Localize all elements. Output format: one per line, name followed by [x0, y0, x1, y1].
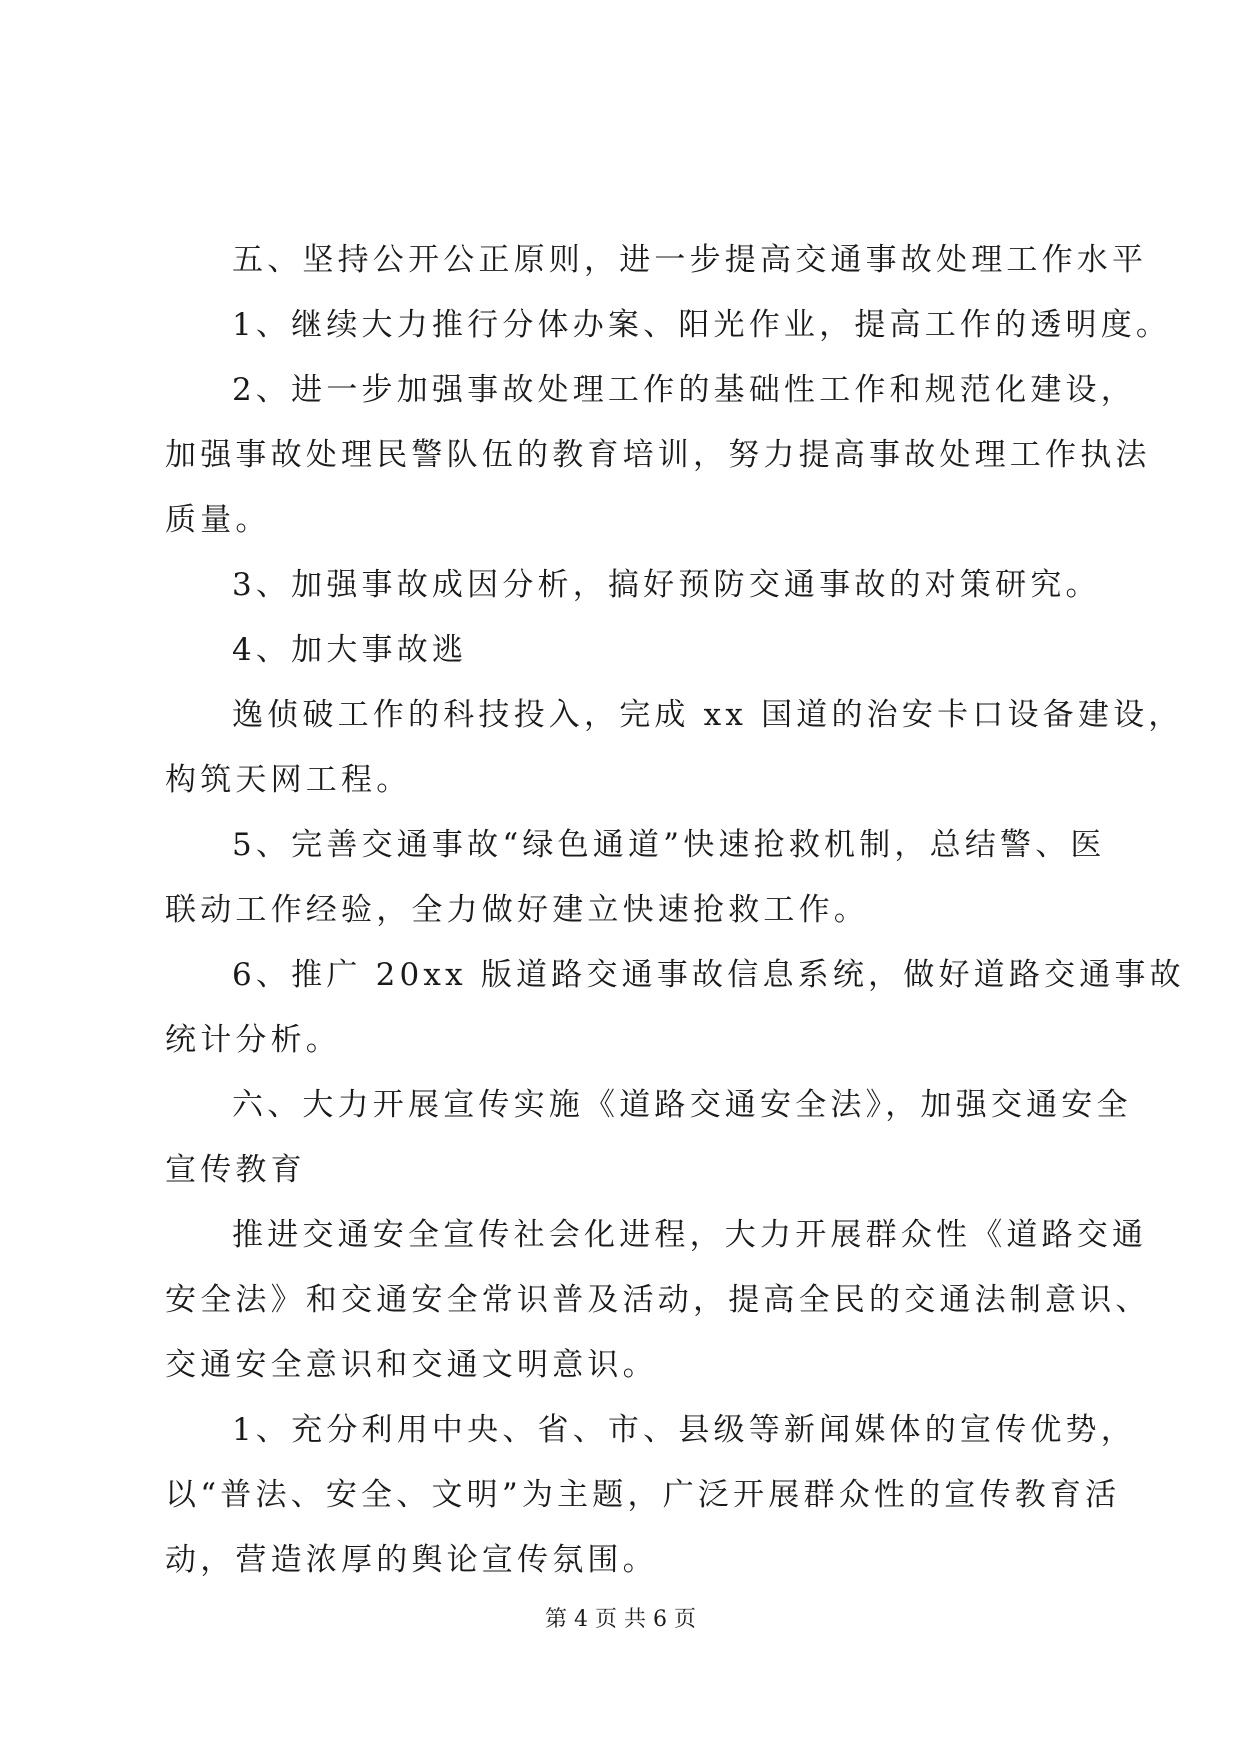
- section-heading-6: 六、大力开展宣传实施《道路交通安全法》，加强交通安全: [232, 1087, 1132, 1123]
- paragraph-line: 2、进一步加强事故处理工作的基础性工作和规范化建设，: [232, 372, 1136, 408]
- paragraph-line: 联动工作经验，全力做好建立快速抢救工作。: [165, 892, 869, 928]
- paragraph-line: 1、继续大力推行分体办案、阳光作业，提高工作的透明度。: [232, 307, 1172, 343]
- paragraph-line: 5、完善交通事故“绿色通道”快速抢救机制，总结警、医: [232, 827, 1106, 863]
- paragraph-line: 推进交通安全宣传社会化进程，大力开展群众性《道路交通: [232, 1217, 1148, 1253]
- section-heading-6-cont: 宣传教育: [165, 1152, 306, 1188]
- paragraph-line: 以“普法、安全、文明”为主题，广泛开展群众性的宣传教育活: [165, 1477, 1121, 1513]
- paragraph-line: 4、加大事故逃: [232, 632, 468, 668]
- page-number-footer: 第 4 页 共 6 页: [545, 1607, 696, 1632]
- paragraph-line: 构筑天网工程。: [165, 762, 412, 798]
- paragraph-line: 1、充分利用中央、省、市、县级等新闻媒体的宣传优势，: [232, 1412, 1136, 1448]
- paragraph-line: 逸侦破工作的科技投入，完成 xx 国道的治安卡口设备建设，: [232, 697, 1184, 733]
- paragraph-line: 质量。: [165, 502, 271, 538]
- paragraph-line: 6、推广 20xx 版道路交通事故信息系统，做好道路交通事故: [232, 957, 1185, 993]
- paragraph-line: 加强事故处理民警队伍的教育培训，努力提高事故处理工作执法: [165, 437, 1151, 473]
- paragraph-line: 安全法》和交通安全常识普及活动，提高全民的交通法制意识、: [165, 1282, 1151, 1318]
- paragraph-line: 统计分析。: [165, 1022, 341, 1058]
- paragraph-line: 交通安全意识和交通文明意识。: [165, 1347, 658, 1383]
- paragraph-line: 3、加强事故成因分析，搞好预防交通事故的对策研究。: [232, 567, 1101, 603]
- section-heading-5: 五、坚持公开公正原则，进一步提高交通事故处理工作水平: [232, 242, 1148, 278]
- paragraph-line: 动，营造浓厚的舆论宣传氛围。: [165, 1542, 658, 1578]
